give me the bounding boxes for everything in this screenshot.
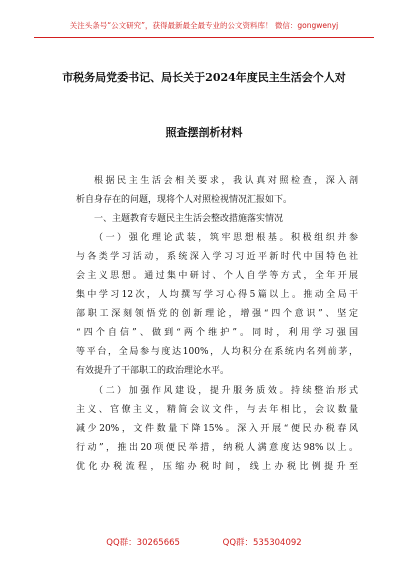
- header-banner: 关注头条号“公文研究”，获得最新最全最专业的公文资料库！ 微信：gongwenyj: [69, 21, 339, 30]
- body-line: 有效提升了干部职工的政治理论水平。: [76, 366, 230, 377]
- header-divider: [34, 37, 374, 38]
- document-title-line-1: 市税务局党委书记、局长关于2024年度民主生活会个人对: [62, 71, 346, 84]
- document-title-line-2: 照查摆剖析材料: [165, 126, 243, 139]
- body-line: 等平台，全局参与度达100%，人均积分在系统内名列前茅，: [76, 347, 358, 358]
- body-line: 根据民主生活会相关要求，我认真对照检查，深入剖: [94, 176, 358, 186]
- body-line: （一）强化理论武装，筑牢思想根基。积极组织并参: [94, 233, 358, 244]
- footer-contact: [0, 536, 408, 548]
- body-line: 主义、官僚主义，精简会议文件，与去年相比，会议数量: [76, 404, 358, 415]
- body-line: 行动”，推出20项便民举措，纳税人满意度达98%以上。: [76, 442, 358, 453]
- footer-qq-group-1: QQ群：30265665: [106, 538, 180, 548]
- body-line: 析自身存在的问题，现将个人对照检视情况汇报如下。: [76, 195, 293, 206]
- body-line: 优化办税流程，压缩办税时间，线上办税比例提升至: [76, 461, 358, 472]
- body-line: “四个自信”、做到“两个维护”。同时，利用学习强国: [76, 328, 358, 339]
- footer-qq-group-2: QQ群：535304092: [222, 538, 302, 548]
- document-body: [76, 172, 358, 477]
- body-line: 会主义思想。通过集中研讨、个人自学等方式，全年开展: [76, 271, 358, 282]
- section-heading: 一、主题教育专题民主生活会整改措施落实情况: [94, 214, 284, 225]
- body-line: 部职工深刻领悟党的创新理论，增强“四个意识”、坚定: [76, 309, 358, 320]
- body-line: 与各类学习活动，系统深入学习习近平新时代中国特色社: [76, 252, 358, 263]
- body-line: 减少20%，文件数量下降15%。深入开展“便民办税春风: [76, 423, 358, 434]
- body-line: 集中学习12次，人均撰写学习心得5篇以上。推动全局干: [76, 290, 358, 301]
- body-line: （二）加强作风建设，提升服务质效。持续整治形式: [94, 385, 358, 396]
